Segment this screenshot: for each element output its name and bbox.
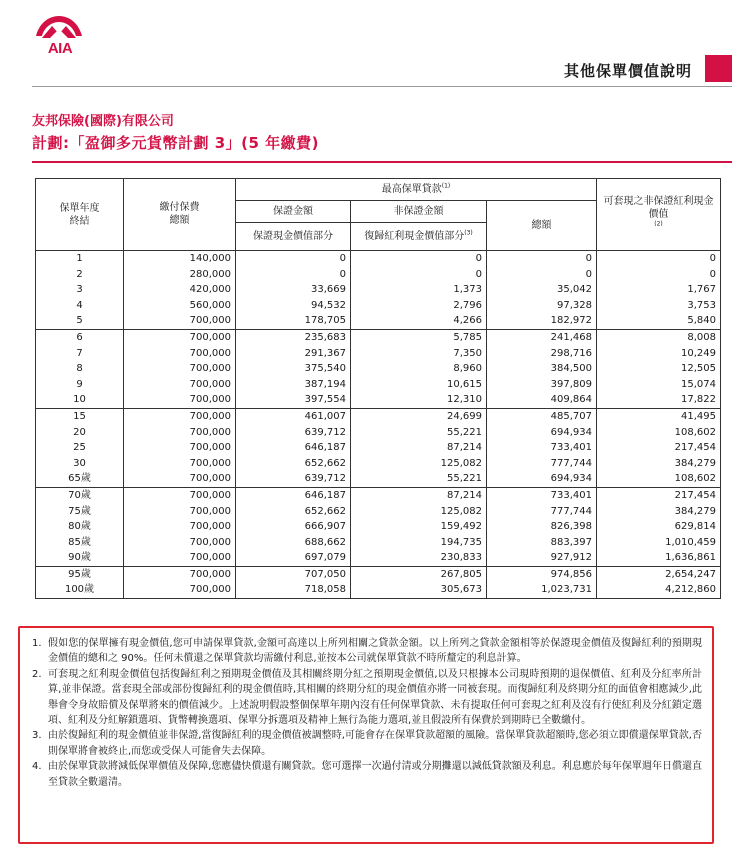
note-text: 由於復歸紅利的現金價值並非保證,當復歸紅利的現金價值被調整時,可能會存在保單貸款超額的風險。當保單貸款超額時,您必須立即償還保單貸款,否則保單將會被終止,而您或受保人可能會失去保障。	[48, 730, 702, 757]
cell-cashable-bonus: 8,008	[597, 329, 721, 345]
policy-values-table	[35, 178, 721, 599]
table-row	[36, 566, 721, 582]
cell-cashable-bonus: 108,602	[597, 425, 721, 441]
cell-total: 0	[487, 251, 597, 267]
cell-reversionary-bonus-cv: 4,266	[351, 313, 487, 329]
cell-policy-year: 8	[36, 361, 124, 377]
cell-reversionary-bonus-cv: 2,796	[351, 298, 487, 314]
cell-reversionary-bonus-cv: 0	[351, 251, 487, 267]
cell-reversionary-bonus-cv: 87,214	[351, 440, 487, 456]
cell-policy-year: 1	[36, 251, 124, 267]
header-policy-year-end: 保單年度終結	[36, 179, 124, 251]
cell-cashable-bonus: 10,249	[597, 346, 721, 362]
cell-guaranteed-cash-value: 375,540	[236, 361, 351, 377]
cell-guaranteed-cash-value: 697,079	[236, 550, 351, 566]
table-row	[36, 582, 721, 598]
table-row	[36, 550, 721, 566]
cell-cashable-bonus: 1,767	[597, 282, 721, 298]
cell-total: 384,500	[487, 361, 597, 377]
table-row	[36, 313, 721, 329]
cell-policy-year: 85歲	[36, 535, 124, 551]
cell-reversionary-bonus-cv: 12,310	[351, 392, 487, 408]
cell-guaranteed-cash-value: 291,367	[236, 346, 351, 362]
note-number: 1.	[32, 638, 42, 649]
cell-cashable-bonus: 5,840	[597, 313, 721, 329]
cell-total-premium: 700,000	[124, 329, 236, 345]
cell-total: 97,328	[487, 298, 597, 314]
header-guaranteed: 保證金額	[236, 201, 351, 223]
cell-reversionary-bonus-cv: 267,805	[351, 566, 487, 582]
cell-cashable-bonus: 3,753	[597, 298, 721, 314]
cell-reversionary-bonus-cv: 7,350	[351, 346, 487, 362]
header-total: 總額	[487, 201, 597, 251]
cell-total: 733,401	[487, 440, 597, 456]
note-number: 2.	[32, 668, 42, 680]
cell-guaranteed-cash-value: 639,712	[236, 471, 351, 487]
cell-reversionary-bonus-cv: 305,673	[351, 582, 487, 598]
header-guaranteed-cash-value: 保證現金價值部分	[236, 223, 351, 251]
plan-divider	[32, 161, 732, 163]
table-row	[36, 471, 721, 487]
cell-reversionary-bonus-cv: 159,492	[351, 519, 487, 535]
cell-policy-year: 90歲	[36, 550, 124, 566]
cell-policy-year: 3	[36, 282, 124, 298]
header-max-loan: 最高保單貸款$^{(1)}$	[236, 179, 597, 201]
cell-total: 182,972	[487, 313, 597, 329]
cell-policy-year: 5	[36, 313, 124, 329]
cell-policy-year: 6	[36, 329, 124, 345]
cell-total-premium: 700,000	[124, 535, 236, 551]
cell-total: 826,398	[487, 519, 597, 535]
cell-total: 694,934	[487, 425, 597, 441]
cell-policy-year: 70歲	[36, 487, 124, 503]
table-row	[36, 535, 721, 551]
header-cashable-bonus: 可套現之非保證紅利現金價值$^{(2)}$	[597, 179, 721, 251]
table-body	[36, 251, 721, 599]
cell-cashable-bonus: 384,279	[597, 504, 721, 520]
cell-cashable-bonus: 1,010,459	[597, 535, 721, 551]
note-item	[32, 636, 702, 667]
cell-reversionary-bonus-cv: 87,214	[351, 487, 487, 503]
cell-total-premium: 280,000	[124, 267, 236, 283]
cell-policy-year: 30	[36, 456, 124, 472]
cell-total-premium: 700,000	[124, 377, 236, 393]
cell-cashable-bonus: 4,212,860	[597, 582, 721, 598]
table-row	[36, 519, 721, 535]
cell-total-premium: 700,000	[124, 313, 236, 329]
cell-reversionary-bonus-cv: 10,615	[351, 377, 487, 393]
cell-cashable-bonus: 217,454	[597, 440, 721, 456]
cell-guaranteed-cash-value: 652,662	[236, 456, 351, 472]
cell-reversionary-bonus-cv: 125,082	[351, 456, 487, 472]
cell-total-premium: 700,000	[124, 392, 236, 408]
cell-total: 298,716	[487, 346, 597, 362]
header-reversionary-bonus-cv: 復歸紅利現金價值部分$^{(3)}$	[351, 223, 487, 251]
cell-total: 733,401	[487, 487, 597, 503]
cell-guaranteed-cash-value: 178,705	[236, 313, 351, 329]
cell-policy-year: 7	[36, 346, 124, 362]
cell-guaranteed-cash-value: 33,669	[236, 282, 351, 298]
note-number: 4.	[32, 761, 42, 773]
cell-cashable-bonus: 629,814	[597, 519, 721, 535]
cell-total: 241,468	[487, 329, 597, 345]
cell-reversionary-bonus-cv: 8,960	[351, 361, 487, 377]
cell-policy-year: 95歲	[36, 566, 124, 582]
cell-total: 694,934	[487, 471, 597, 487]
cell-total-premium: 700,000	[124, 440, 236, 456]
cell-guaranteed-cash-value: 646,187	[236, 440, 351, 456]
cell-cashable-bonus: 41,495	[597, 408, 721, 424]
cell-total: 0	[487, 267, 597, 283]
cell-total-premium: 420,000	[124, 282, 236, 298]
table-row	[36, 361, 721, 377]
cell-guaranteed-cash-value: 639,712	[236, 425, 351, 441]
note-text: 由於保單貸款將減低保單價值及保障,您應儘快償還有關貸款。您可選擇一次過付清或分期攤還以減低貸款額及利息。利息應於每年保單週年日償還直至貸款全數還清。	[48, 761, 702, 788]
cell-total: 777,744	[487, 504, 597, 520]
cell-total: 485,707	[487, 408, 597, 424]
cell-total-premium: 700,000	[124, 456, 236, 472]
cell-reversionary-bonus-cv: 194,735	[351, 535, 487, 551]
cell-reversionary-bonus-cv: 55,221	[351, 425, 487, 441]
table-row	[36, 329, 721, 345]
note-item	[32, 759, 702, 790]
table-row	[36, 298, 721, 314]
cell-total: 883,397	[487, 535, 597, 551]
cell-reversionary-bonus-cv: 230,833	[351, 550, 487, 566]
table-row	[36, 392, 721, 408]
cell-total: 35,042	[487, 282, 597, 298]
cell-total-premium: 700,000	[124, 550, 236, 566]
cell-guaranteed-cash-value: 666,907	[236, 519, 351, 535]
table-row	[36, 440, 721, 456]
cell-total: 409,864	[487, 392, 597, 408]
cell-total-premium: 700,000	[124, 504, 236, 520]
header-red-block	[705, 55, 732, 82]
cell-guaranteed-cash-value: 461,007	[236, 408, 351, 424]
note-text: 可套現之紅利現金價值包括復歸紅利之預期現金價值及其相關終期分紅之預期現金價值,以及只根據本公司現時預期的退保價值、紅利及分紅率所計算,並非保證。當套現全部或部份復歸紅利的現金價值時,其相關的終期分紅的現金價值亦將一同被套現。而復歸紅利及終期分紅的面值會相應減少,此舉會令身故賠償及保單將來的價值減少。上述說明假設整個保單年期內沒有任何保單貸款、未有提取任何可套現之紅利及沒有行使紅利及分紅鎖定選項、紅利及分紅解鎖選項、貨幣轉換選項、保單分拆選項及精神上無行為能力選項,並且假設所有保費於到期時已全數繳付。	[48, 668, 702, 727]
cell-total-premium: 700,000	[124, 582, 236, 598]
cell-total-premium: 700,000	[124, 346, 236, 362]
cell-cashable-bonus: 0	[597, 251, 721, 267]
cell-total: 397,809	[487, 377, 597, 393]
header-non-guaranteed: 非保證金額	[351, 201, 487, 223]
table-row	[36, 487, 721, 503]
note-text: 假如您的保單擁有現金價值,您可申請保單貸款,金額可高達以上所列相關之貸款金額。以上所列之貸款金額相等於保證現金價值及復歸紅利的預期現金價值的總和之 90%。任何未償還之保單貸款均需繳付利息,並按本公司就保單貸款不時所釐定的利息計算。	[48, 638, 702, 665]
cell-total-premium: 700,000	[124, 361, 236, 377]
cell-policy-year: 100歲	[36, 582, 124, 598]
cell-guaranteed-cash-value: 235,683	[236, 329, 351, 345]
table-row	[36, 251, 721, 267]
cell-guaranteed-cash-value: 707,050	[236, 566, 351, 582]
cell-policy-year: 4	[36, 298, 124, 314]
company-name: 友邦保險(國際)有限公司	[32, 114, 174, 129]
cell-guaranteed-cash-value: 0	[236, 251, 351, 267]
cell-cashable-bonus: 1,636,861	[597, 550, 721, 566]
cell-reversionary-bonus-cv: 1,373	[351, 282, 487, 298]
cell-reversionary-bonus-cv: 125,082	[351, 504, 487, 520]
cell-total: 974,856	[487, 566, 597, 582]
cell-total-premium: 560,000	[124, 298, 236, 314]
cell-cashable-bonus: 108,602	[597, 471, 721, 487]
plan-title: 計劃:「盈御多元貨幣計劃 3」(5 年繳費)	[32, 134, 320, 152]
table-row	[36, 282, 721, 298]
cell-reversionary-bonus-cv: 5,785	[351, 329, 487, 345]
cell-policy-year: 9	[36, 377, 124, 393]
cell-guaranteed-cash-value: 688,662	[236, 535, 351, 551]
header-divider	[32, 86, 732, 87]
cell-total-premium: 140,000	[124, 251, 236, 267]
note-item	[32, 667, 702, 729]
header-total-premium: 繳付保費總額	[124, 179, 236, 251]
table-row	[36, 425, 721, 441]
cell-guaranteed-cash-value: 718,058	[236, 582, 351, 598]
cell-cashable-bonus: 2,654,247	[597, 566, 721, 582]
cell-cashable-bonus: 15,074	[597, 377, 721, 393]
cell-guaranteed-cash-value: 0	[236, 267, 351, 283]
cell-total-premium: 700,000	[124, 487, 236, 503]
cell-policy-year: 80歲	[36, 519, 124, 535]
notes-box	[18, 626, 714, 844]
cell-policy-year: 25	[36, 440, 124, 456]
cell-total: 927,912	[487, 550, 597, 566]
aia-logo-text: AIA	[47, 40, 73, 57]
cell-total-premium: 700,000	[124, 408, 236, 424]
cell-reversionary-bonus-cv: 0	[351, 267, 487, 283]
table-row	[36, 504, 721, 520]
cell-total-premium: 700,000	[124, 425, 236, 441]
table-row	[36, 377, 721, 393]
cell-policy-year: 2	[36, 267, 124, 283]
cell-reversionary-bonus-cv: 24,699	[351, 408, 487, 424]
cell-policy-year: 75歲	[36, 504, 124, 520]
section-title: 其他保單價值說明	[563, 62, 692, 80]
cell-total: 1,023,731	[487, 582, 597, 598]
cell-cashable-bonus: 0	[597, 267, 721, 283]
cell-cashable-bonus: 217,454	[597, 487, 721, 503]
cell-guaranteed-cash-value: 652,662	[236, 504, 351, 520]
cell-policy-year: 10	[36, 392, 124, 408]
table-row	[36, 408, 721, 424]
cell-total-premium: 700,000	[124, 566, 236, 582]
table-row	[36, 346, 721, 362]
table-row	[36, 267, 721, 283]
cell-policy-year: 20	[36, 425, 124, 441]
cell-policy-year: 15	[36, 408, 124, 424]
cell-guaranteed-cash-value: 397,554	[236, 392, 351, 408]
cell-policy-year: 65歲	[36, 471, 124, 487]
cell-reversionary-bonus-cv: 55,221	[351, 471, 487, 487]
cell-total: 777,744	[487, 456, 597, 472]
cell-total-premium: 700,000	[124, 471, 236, 487]
cell-guaranteed-cash-value: 387,194	[236, 377, 351, 393]
note-number: 3.	[32, 730, 42, 742]
table-row	[36, 456, 721, 472]
cell-guaranteed-cash-value: 94,532	[236, 298, 351, 314]
cell-cashable-bonus: 384,279	[597, 456, 721, 472]
cell-total-premium: 700,000	[124, 519, 236, 535]
cell-guaranteed-cash-value: 646,187	[236, 487, 351, 503]
notes-list	[32, 636, 702, 790]
cell-cashable-bonus: 17,822	[597, 392, 721, 408]
note-item	[32, 728, 702, 759]
cell-cashable-bonus: 12,505	[597, 361, 721, 377]
